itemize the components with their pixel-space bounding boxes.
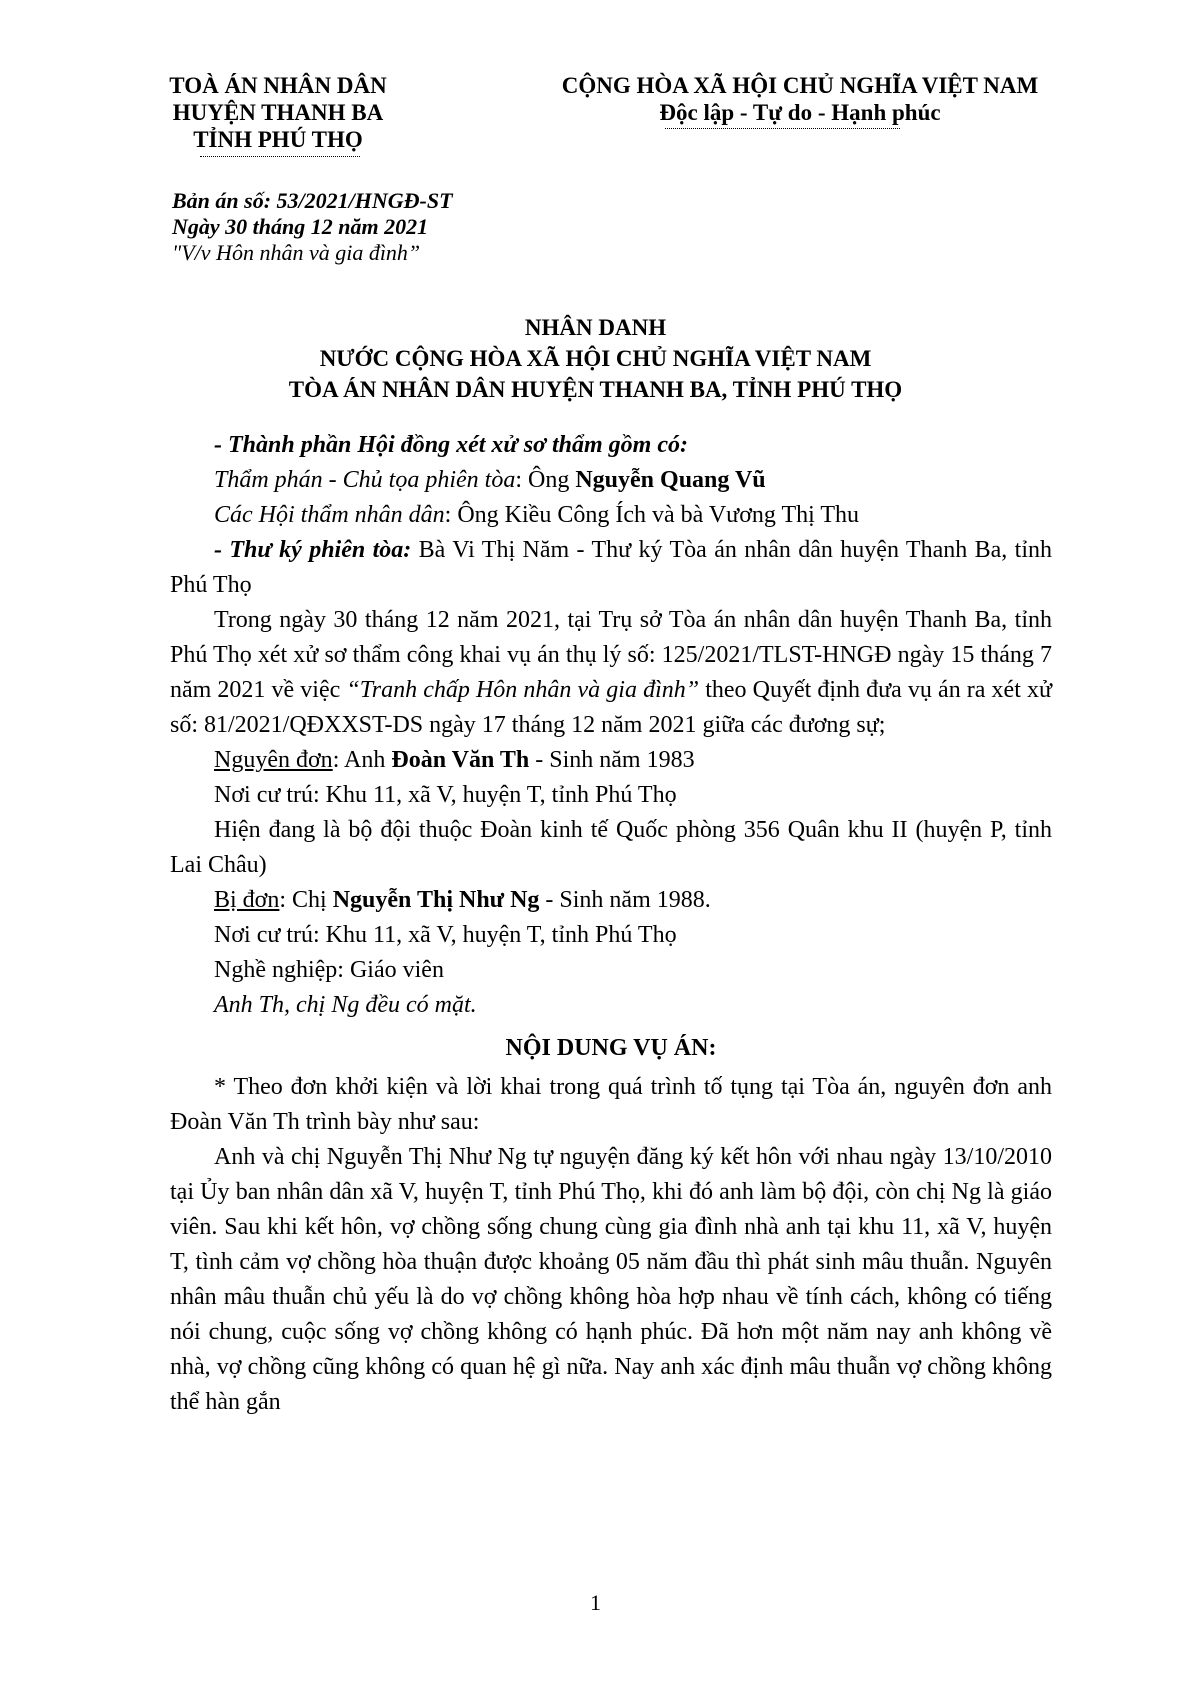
motto-underline (665, 128, 900, 129)
document-body (170, 428, 1052, 1420)
title-line2: NƯỚC CỘNG HÒA XÃ HỘI CHỦ NGHĨA VIỆT NAM (319, 346, 872, 371)
page-number: 1 (590, 1590, 601, 1615)
content-heading: NỘI DUNG VỤ ÁN: (505, 1035, 717, 1061)
court-name-block (128, 72, 428, 153)
content-paragraph-2: Anh và chị Nguyễn Thị Như Ng tự nguyện đăng ký kết hôn với nhau ngày 13/10/2010 tại Ủy ban nhân dân xã V, huyện T, tỉnh Phú Thọ, khi đó anh làm bộ đội, còn chị Ng là giáo viên. Sau khi kết hôn, vợ chồng sống chung cùng gia đình nhà anh tại khu 11, xã V, huyện T, tình cảm vợ chồng hòa thuận được khoảng 05 năm đầu thì phát sinh mâu thuẫn. Nguyên nhân mâu thuẫn chủ yếu là do vợ chồng không hòa hợp nhau về tính cách, không có tiếng nói chung, cuộc sống vợ chồng không có hạnh phúc. Đã hơn một năm nay anh không về nhà, vợ chồng cũng không có quan hệ gì nữa. Nay anh xác định mâu thuẫn vợ chồng không thể hàn gắn (170, 1144, 1052, 1415)
plaintiff-name: Đoàn Văn Th (391, 747, 530, 773)
defendant-job: Nghề nghiệp: Giáo viên (214, 957, 444, 983)
court-name-line2: HUYỆN THANH BA (172, 100, 384, 125)
defendant-residence: Nơi cư trú: Khu 11, xã V, huyện T, tỉnh Phú Thọ (214, 922, 677, 948)
court-name-underline (200, 156, 360, 157)
content-paragraph-1: * Theo đơn khởi kiện và lời khai trong quá trình tố tụng tại Tòa án, nguyên đơn anh Đoàn Văn Th trình bày như sau: (170, 1074, 1052, 1135)
judgment-date: Ngày 30 tháng 12 năm 2021 (172, 214, 429, 239)
judgment-number: Bản án số: 53/2021/HNGĐ-ST (172, 188, 453, 213)
plaintiff-work: Hiện đang là bộ đội thuộc Đoàn kinh tế Quốc phòng 356 Quân khu II (huyện P, tỉnh Lai Châu) (170, 817, 1052, 878)
judge-name: Nguyễn Quang Vũ (575, 467, 766, 493)
court-name-line1: TOÀ ÁN NHÂN DÂN (169, 73, 387, 98)
defendant-line: Bị đơn: Chị Nguyễn Thị Như Ng - Sinh năm 1988. (214, 887, 711, 913)
defendant-name: Nguyễn Thị Như Ng (332, 887, 540, 913)
presence-note: Anh Th, chị Ng đều có mặt. (214, 992, 477, 1018)
title-line3: TÒA ÁN NHÂN DÂN HUYỆN THANH BA, TỈNH PHÚ THỌ (288, 377, 903, 402)
clerk-line: - Thư ký phiên tòa: Bà Vi Thị Năm - Thư ký Tòa án nhân dân huyện Thanh Ba, tỉnh Phú Thọ (170, 537, 1052, 598)
judge-line: Thẩm phán - Chủ tọa phiên tòa: Ông Nguyễn Quang Vũ (214, 467, 766, 493)
motto: Độc lập - Tự do - Hạnh phúc (659, 100, 941, 125)
judgment-reference (172, 188, 453, 266)
national-motto-block (520, 72, 1080, 126)
panel-heading: - Thành phần Hội đồng xét xử sơ thẩm gồm có: (214, 432, 688, 458)
plaintiff-residence: Nơi cư trú: Khu 11, xã V, huyện T, tỉnh Phú Thọ (214, 782, 677, 808)
title-line1: NHÂN DANH (524, 315, 667, 340)
assessors-line: Các Hội thẩm nhân dân: Ông Kiều Công Ích và bà Vương Thị Thu (214, 502, 859, 528)
trial-paragraph: Trong ngày 30 tháng 12 năm 2021, tại Trụ sở Tòa án nhân dân huyện Thanh Ba, tỉnh Phú Thọ xét xử sơ thẩm công khai vụ án thụ lý số: 125/2021/TLST-HNGĐ ngày 15 tháng 7 năm 2021 về việc “Tranh chấp Hôn nhân và gia đình” theo Quyết định đưa vụ án ra xét xử số: 81/2021/QĐXXST-DS ngày 17 tháng 12 năm 2021 giữa các đương sự; (170, 607, 1052, 738)
judgment-title (0, 312, 1191, 405)
court-name-line3: TỈNH PHÚ THỌ (193, 127, 363, 152)
judgment-subject: "V/v Hôn nhân và gia đình” (172, 240, 421, 265)
country-name: CỘNG HÒA XÃ HỘI CHỦ NGHĨA VIỆT NAM (561, 73, 1039, 98)
plaintiff-line: Nguyên đơn: Anh Đoàn Văn Th - Sinh năm 1983 (214, 747, 695, 773)
